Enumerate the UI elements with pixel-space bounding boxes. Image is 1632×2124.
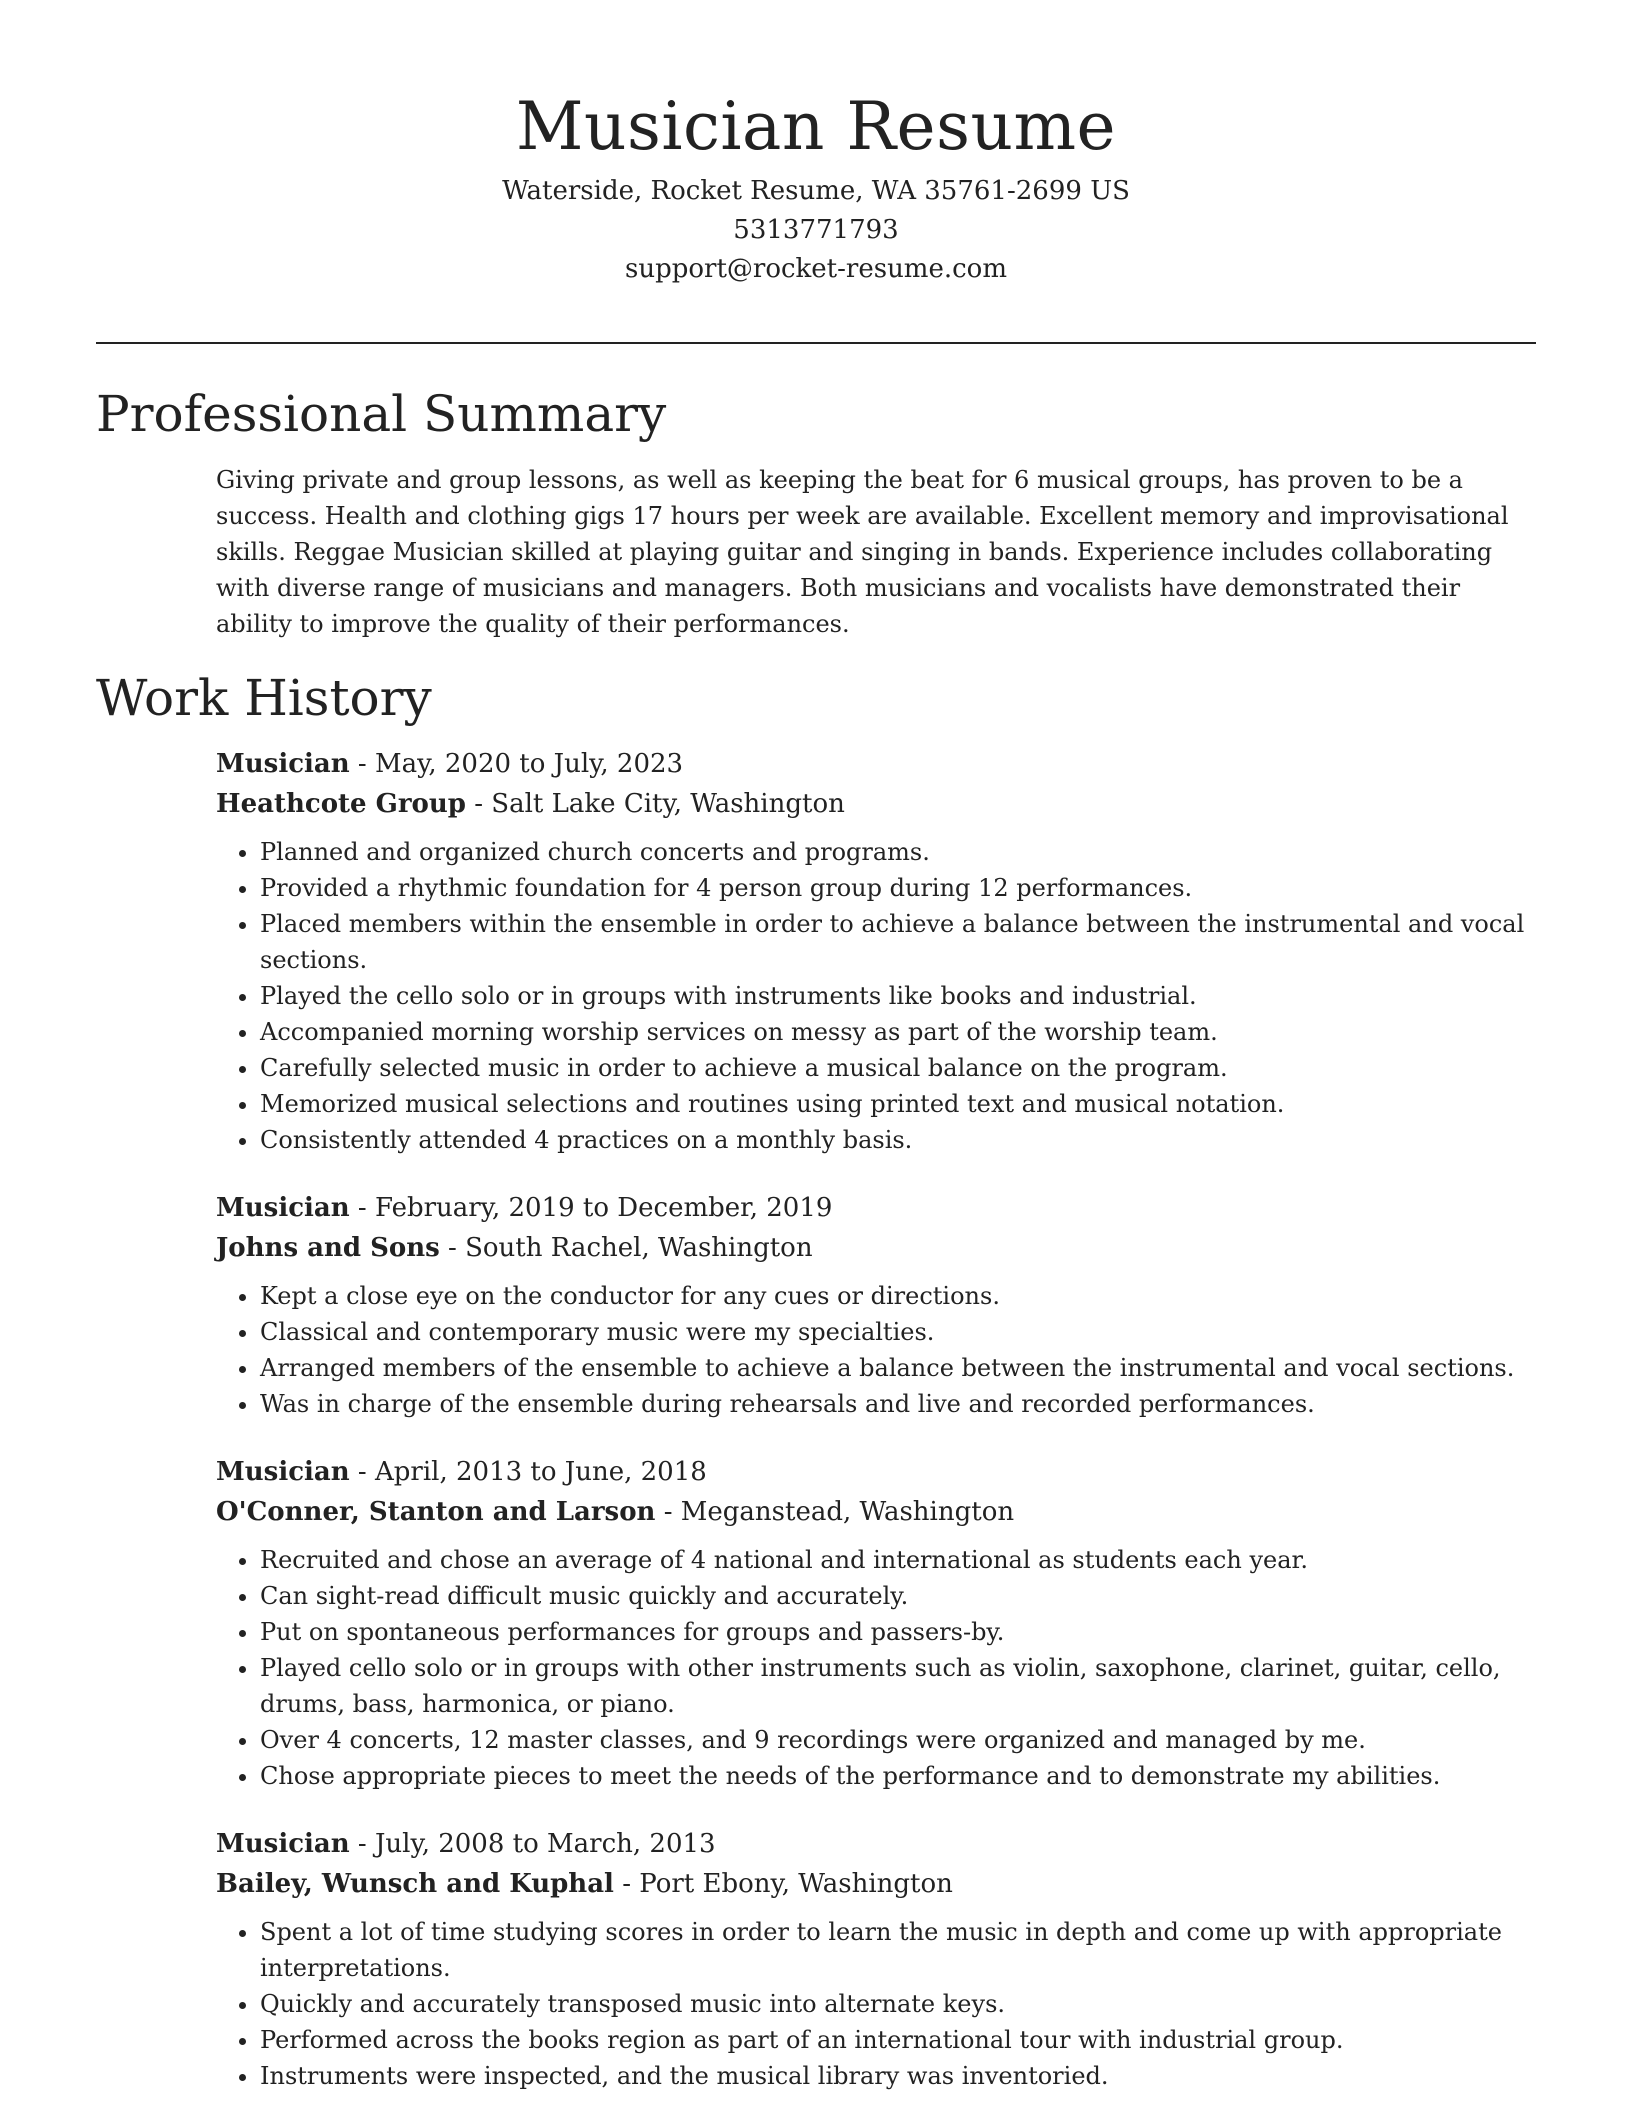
job-dates: - May, 2020 to July, 2023 [349,749,684,779]
job-bullet: • Chose appropriate pieces to meet the needs of the performance and to demonstrate my abilities. [260,1758,1536,1794]
job-bullet: • Placed members within the ensemble in order to achieve a balance between the instrumental and vocal sections. [260,906,1536,978]
contact-address: Waterside, Rocket Resume, WA 35761-2699 US [502,176,1130,206]
job-bullet: • Can sight-read difficult music quickly and accurately. [260,1578,1536,1614]
contact-email: support@rocket-resume.com [624,254,1007,284]
job-company-line [216,1864,1536,1904]
job-bullet: • Carefully selected music in order to achieve a musical balance on the program. [260,1050,1536,1086]
job-bullet: • Performed across the books region as part of an international tour with industrial group. [260,2022,1536,2058]
job-bullet: • Quickly and accurately transposed music into alternate keys. [260,1986,1536,2022]
job-company: O'Conner, Stanton and Larson [216,1497,656,1527]
job-title-line [216,1824,1536,1864]
job-bullet: • Classical and contemporary music were my specialties. [260,1314,1536,1350]
job-bullet: • Accompanied morning worship services on messy as part of the worship team. [260,1014,1536,1050]
job-position: Musician [216,1829,350,1859]
job-dates: - July, 2008 to March, 2013 [349,1829,716,1859]
job-location: - Meganstead, Washington [655,1497,1015,1527]
job-dates: - April, 2013 to June, 2018 [349,1457,707,1487]
job-bullet-list [216,834,1536,1158]
job-bullet: • Recruited and chose an average of 4 national and international as students each year. [260,1542,1536,1578]
work-history-heading: Work History [96,669,432,727]
resume-header [96,82,1536,289]
work-history-list [216,744,1536,2124]
job-position: Musician [216,1457,350,1487]
job-bullet: • Was in charge of the ensemble during rehearsals and live and recorded performances. [260,1386,1536,1422]
job-bullet: • Over 4 concerts, 12 master classes, and 9 recordings were organized and managed by me. [260,1722,1536,1758]
job-title-line [216,1188,1536,1228]
job-location: - Salt Lake City, Washington [465,789,845,819]
header-divider [96,342,1536,344]
job-entry [216,1188,1536,1422]
job-entry [216,1824,1536,2094]
job-bullet: • Spent a lot of time studying scores in order to learn the music in depth and come up with appropriate interpretations. [260,1914,1536,1986]
job-bullet: • Put on spontaneous performances for groups and passers-by. [260,1614,1536,1650]
summary-heading: Professional Summary [96,385,667,443]
job-bullet-list [216,1914,1536,2094]
summary-text: Giving private and group lessons, as well as keeping the beat for 6 musical groups, has proven to be a success. Health and clothing gigs 17 hours per week are available. Excellent memory and improvisational skills. Reggae Musician skilled at playing guitar and singing in bands. Experience includes collaborating with diverse range of musicians and managers. Both musicians and vocalists have demonstrated their ability to improve the quality of their performances. [216,466,1509,638]
job-company: Heathcote Group [216,789,466,819]
job-company-line [216,1228,1536,1268]
job-bullet: • Kept a close eye on the conductor for any cues or directions. [260,1278,1536,1314]
job-company: Bailey, Wunsch and Kuphal [216,1869,614,1899]
job-title-line [216,1452,1536,1492]
job-bullet: • Played cello solo or in groups with other instruments such as violin, saxophone, clarinet, guitar, cello, drums, bass, harmonica, or piano. [260,1650,1536,1722]
contact-phone: 5313771793 [733,215,899,245]
resume-name: Musician Resume [515,88,1117,165]
job-bullet: • Consistently attended 4 practices on a monthly basis. [260,1122,1536,1158]
job-position: Musician [216,749,350,779]
job-location: - Port Ebony, Washington [613,1869,953,1899]
job-company-line [216,1492,1536,1532]
job-bullet: • Planned and organized church concerts and programs. [260,834,1536,870]
job-bullet: • Instruments were inspected, and the musical library was inventoried. [260,2058,1536,2094]
job-location: - South Rachel, Washington [439,1233,813,1263]
job-bullet: • Played the cello solo or in groups with instruments like books and industrial. [260,978,1536,1014]
job-company-line [216,784,1536,824]
job-entry [216,744,1536,1158]
job-bullet: • Provided a rhythmic foundation for 4 person group during 12 performances. [260,870,1536,906]
job-dates: - February, 2019 to December, 2019 [349,1193,833,1223]
job-company: Johns and Sons [216,1233,440,1263]
job-entry [216,1452,1536,1794]
job-bullet-list [216,1278,1536,1422]
job-position: Musician [216,1193,350,1223]
job-bullet-list [216,1542,1536,1794]
job-bullet: • Arranged members of the ensemble to achieve a balance between the instrumental and vocal sections. [260,1350,1536,1386]
job-title-line [216,744,1536,784]
job-bullet: • Memorized musical selections and routines using printed text and musical notation. [260,1086,1536,1122]
